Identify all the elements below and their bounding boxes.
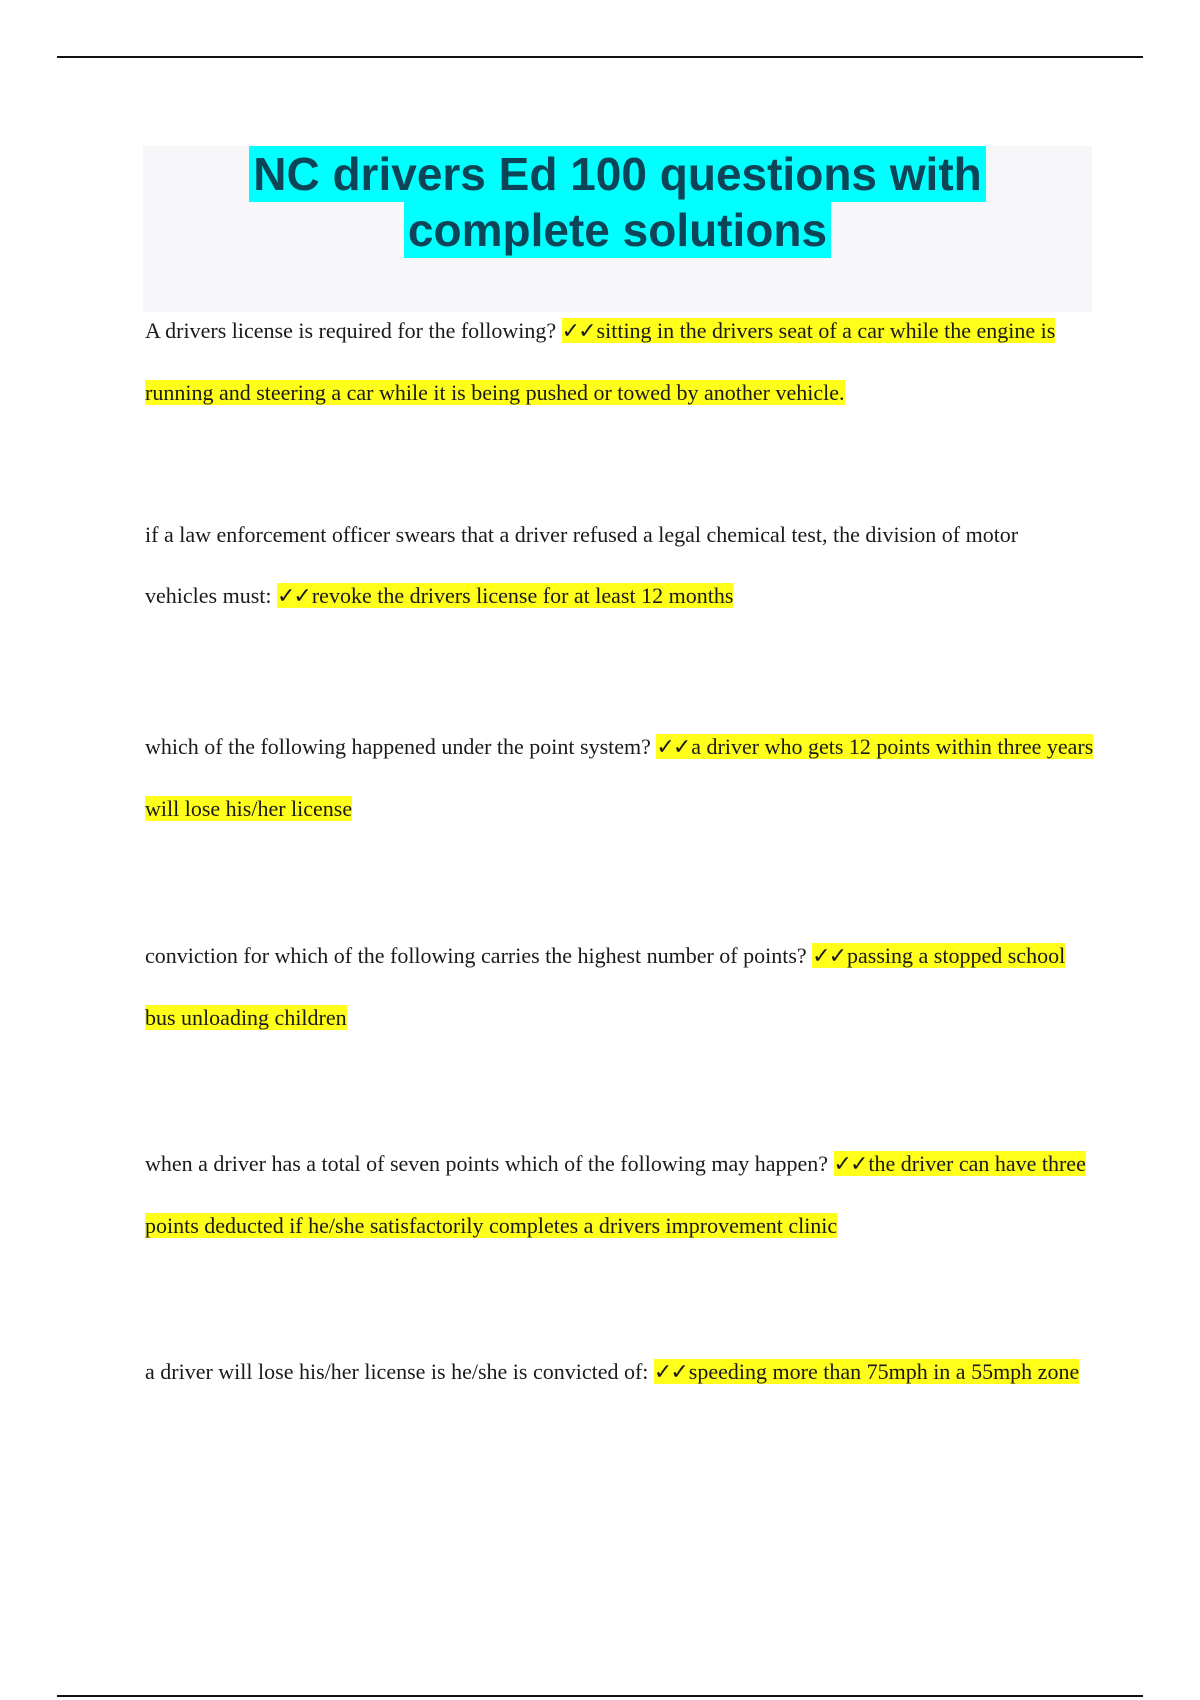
qa-item xyxy=(145,1133,1095,1256)
question-text: if a law enforcement officer swears that a driver refused a legal chemical test, the division of motor vehicles must: xyxy=(145,522,1019,608)
qa-item xyxy=(145,1341,1095,1403)
question-text: when a driver has a total of seven points which of the following may happen? xyxy=(145,1151,829,1176)
page-title-line-1: NC drivers Ed 100 questions with xyxy=(249,146,986,202)
double-check-icon: ✓✓ xyxy=(561,319,595,344)
answer-text: sitting in the drivers seat of a car while the engine is running and steering a car while it is being pushed or towed by another vehicle. xyxy=(145,318,1056,405)
answer-text: revoke the drivers license for at least 12 months xyxy=(311,583,734,608)
qa-item xyxy=(145,716,1095,839)
question-text: A drivers license is required for the following? xyxy=(145,318,557,343)
page-title-line-2: complete solutions xyxy=(404,202,831,258)
double-check-icon: ✓✓ xyxy=(656,735,690,760)
answer-text: speeding more than 75mph in a 55mph zone xyxy=(688,1359,1080,1384)
qa-item xyxy=(145,504,1095,627)
answer-text: passing a stopped school bus unloading children xyxy=(145,943,1066,1030)
double-check-icon: ✓✓ xyxy=(653,1360,687,1385)
double-check-icon: ✓✓ xyxy=(276,584,310,609)
question-text: which of the following happened under the point system? xyxy=(145,734,651,759)
double-check-icon: ✓✓ xyxy=(812,944,846,969)
question-text: a driver will lose his/her license is he/she is convicted of: xyxy=(145,1359,649,1384)
answer-highlight xyxy=(654,1359,1079,1384)
answer-text: a driver who gets 12 points within three years will lose his/her license xyxy=(145,734,1094,821)
qa-item xyxy=(145,300,1095,423)
answer-highlight xyxy=(277,583,733,608)
answer-text: the driver can have three points deducted if he/she satisfactorily completes a drivers improvement clinic xyxy=(145,1151,1086,1238)
bottom-rule xyxy=(57,1695,1143,1697)
double-check-icon: ✓✓ xyxy=(833,1152,867,1177)
top-rule xyxy=(57,56,1143,58)
question-text: conviction for which of the following carries the highest number of points? xyxy=(145,943,807,968)
title-box xyxy=(143,146,1092,312)
qa-item xyxy=(145,925,1095,1048)
